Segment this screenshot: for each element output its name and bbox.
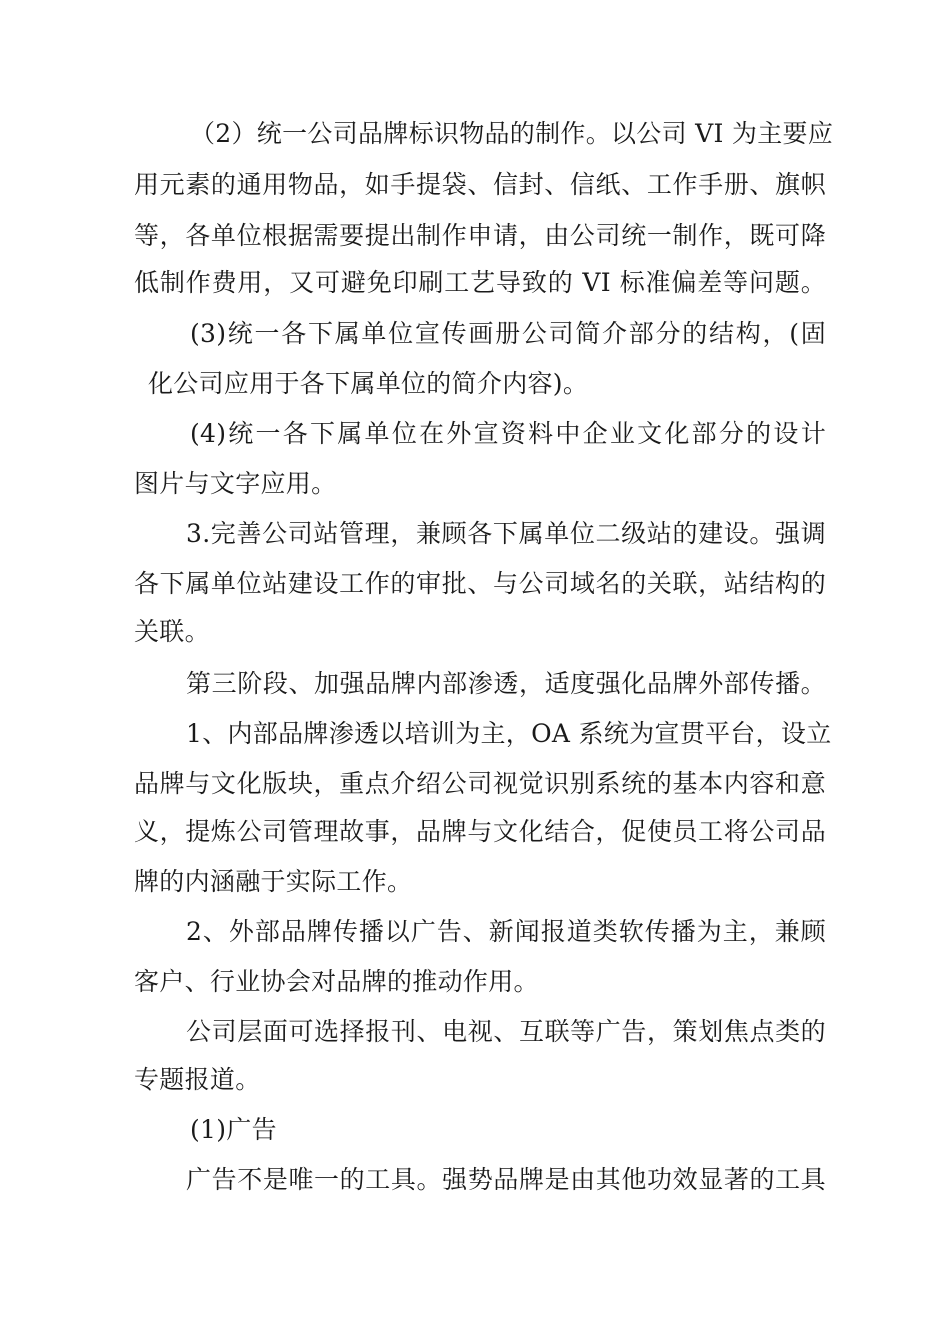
text-line: 第三阶段、加强品牌内部渗透，适度强化品牌外部传播。 (186, 669, 826, 698)
text-line: 低制作费用，又可避免印刷工艺导致的 VI 标准偏差等问题。 (134, 268, 826, 297)
text-line: 等，各单位根据需要提出制作申请，由公司统一制作，既可降 (134, 221, 826, 250)
text-line: 3.完善公司站管理，兼顾各下属单位二级站的建设。强调 (186, 519, 826, 548)
text-line: 义，提炼公司管理故事，品牌与文化结合，促使员工将公司品 (134, 817, 826, 846)
text-line: 广告不是唯一的工具。强势品牌是由其他功效显著的工具 (186, 1165, 826, 1194)
text-line: 牌的内涵融于实际工作。 (134, 867, 413, 896)
text-line: 化公司应用于各下属单位的简介内容)。 (148, 369, 589, 398)
text-line: 2、外部品牌传播以广告、新闻报道类软传播为主，兼顾 (186, 917, 826, 946)
text-line: (1)广告 (190, 1115, 277, 1144)
text-line: （2）统一公司品牌标识物品的制作。以公司 VI 为主要应 (190, 119, 834, 148)
text-line: (4)统一各下属单位在外宣资料中企业文化部分的设计 (190, 419, 826, 448)
text-line: 客户、行业协会对品牌的推动作用。 (134, 967, 539, 996)
text-line: 图片与文字应用。 (134, 469, 337, 498)
text-line: 各下属单位站建设工作的审批、与公司域名的关联，站结构的 (134, 569, 826, 598)
text-line: 专题报道。 (134, 1065, 261, 1094)
text-line: 1、内部品牌渗透以培训为主，OA 系统为宣贯平台，设立 (186, 719, 832, 748)
text-line: 公司层面可选择报刊、电视、互联等广告，策划焦点类的 (186, 1017, 826, 1046)
text-line: (3)统一各下属单位宣传画册公司简介部分的结构，(固 (190, 319, 826, 348)
text-line: 品牌与文化版块，重点介绍公司视觉识别系统的基本内容和意 (134, 769, 826, 798)
text-line: 关联。 (134, 617, 210, 646)
text-line: 用元素的通用物品，如手提袋、信封、信纸、工作手册、旗帜 (134, 170, 826, 199)
